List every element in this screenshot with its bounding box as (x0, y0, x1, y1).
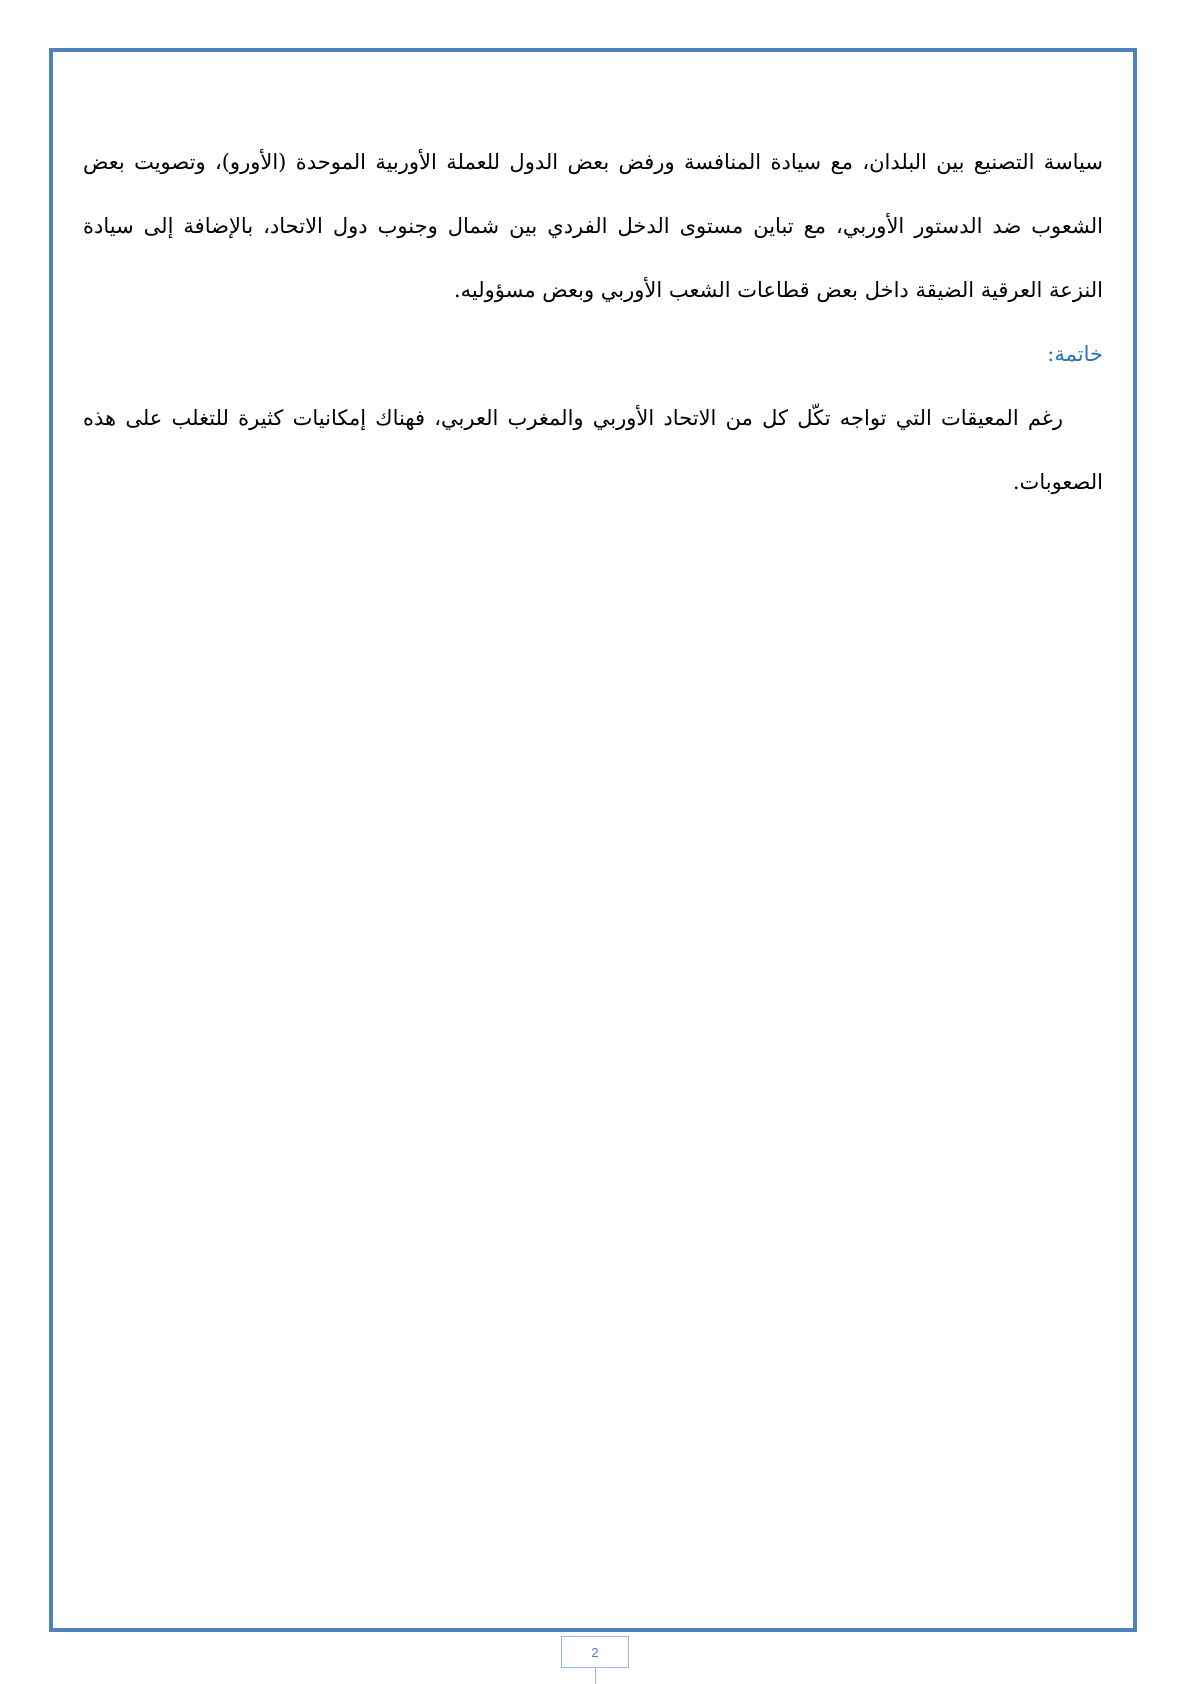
document-body (83, 130, 1103, 514)
body-paragraph-2: رغم المعيقات التي تواجه تكّل كل من الاتحاد الأوربي والمغرب العربي، فهناك إمكانيات كثيرة للتغلب على هذه الصعوبات. (83, 406, 1103, 494)
page-number-connector (595, 1668, 596, 1684)
conclusion-heading: خاتمة: (1047, 342, 1103, 366)
body-paragraph-1: سياسة التصنيع بين البلدان، مع سيادة المنافسة ورفض بعض الدول للعملة الأوربية الموحدة (الأورو)، وتصويت بعض الشعوب ضد الدستور الأوربي، مع تباين مستوى الدخل الفردي بين شمال وجنوب دول الاتحاد، بالإضافة إلى سيادة النزعة العرقية الضيقة داخل بعض قطاعات الشعب الأوربي وبعض مسؤوليه. (83, 150, 1103, 302)
page-number: 2 (561, 1636, 629, 1668)
